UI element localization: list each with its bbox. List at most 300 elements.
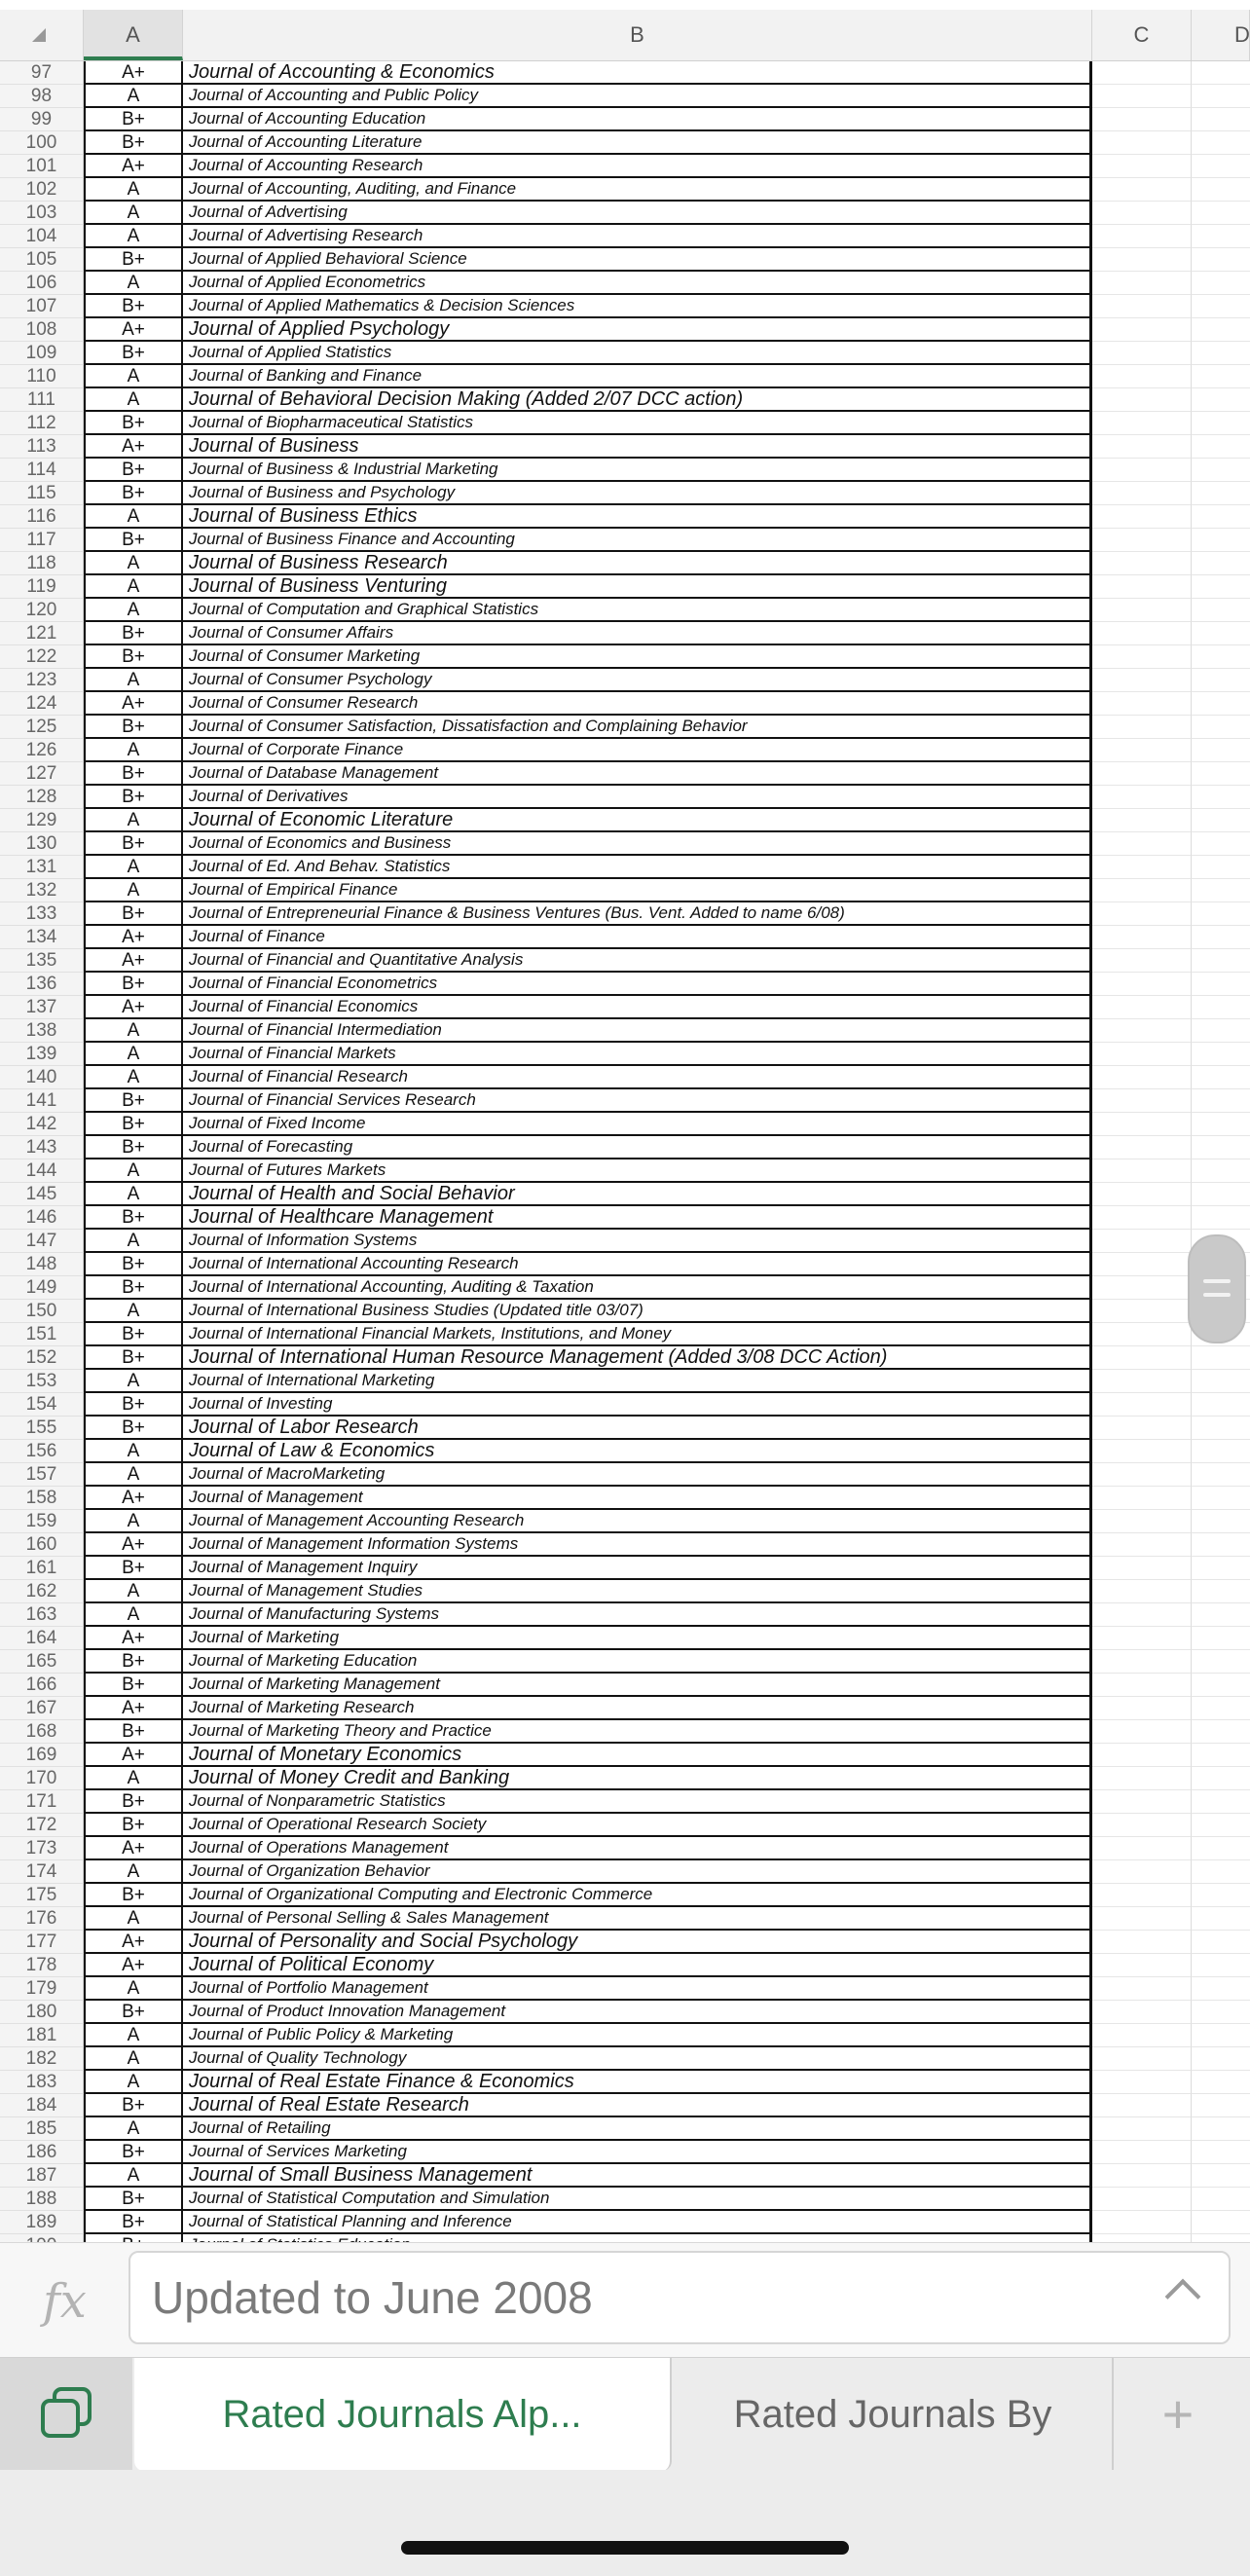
empty-cell-d[interactable] [1192, 248, 1250, 272]
row-number[interactable]: 111 [0, 388, 84, 412]
empty-cell-d[interactable] [1192, 552, 1250, 575]
journal-cell[interactable]: Journal of Advertising Research [183, 225, 1092, 248]
row-number[interactable]: 102 [0, 178, 84, 202]
row-number[interactable]: 106 [0, 272, 84, 295]
grade-cell[interactable]: B+ [84, 529, 183, 552]
row-number[interactable]: 117 [0, 529, 84, 552]
empty-cell-c[interactable] [1092, 365, 1192, 388]
row-number[interactable]: 159 [0, 1510, 84, 1533]
row-number[interactable]: 110 [0, 365, 84, 388]
empty-cell-d[interactable] [1192, 342, 1250, 365]
grade-cell[interactable]: B+ [84, 412, 183, 435]
row-number[interactable]: 140 [0, 1066, 84, 1089]
empty-cell-d[interactable] [1192, 2001, 1250, 2024]
grade-cell[interactable]: B+ [84, 1650, 183, 1674]
empty-cell-d[interactable] [1192, 2188, 1250, 2211]
empty-cell-c[interactable] [1092, 318, 1192, 342]
grade-cell[interactable]: A+ [84, 1744, 183, 1767]
empty-cell-c[interactable] [1092, 926, 1192, 949]
empty-cell-d[interactable] [1192, 1510, 1250, 1533]
empty-cell-c[interactable] [1092, 1977, 1192, 2001]
empty-cell-c[interactable] [1092, 388, 1192, 412]
grade-cell[interactable]: B+ [84, 1346, 183, 1370]
grade-cell[interactable]: A [84, 2117, 183, 2141]
empty-cell-d[interactable] [1192, 2117, 1250, 2141]
row-number[interactable]: 156 [0, 1440, 84, 1463]
journal-cell[interactable]: Journal of Portfolio Management [183, 1977, 1092, 2001]
empty-cell-d[interactable] [1192, 1206, 1250, 1230]
row-number[interactable]: 107 [0, 295, 84, 318]
grade-cell[interactable]: A+ [84, 949, 183, 973]
empty-cell-c[interactable] [1092, 505, 1192, 529]
empty-cell-d[interactable] [1192, 1720, 1250, 1744]
grade-cell[interactable]: A [84, 1907, 183, 1931]
journal-cell[interactable]: Journal of Entrepreneurial Finance & Business Ventures (Bus. Vent. Added to name 6/08) [183, 902, 1092, 926]
journal-cell[interactable]: Journal of Management Studies [183, 1580, 1092, 1603]
empty-cell-d[interactable] [1192, 2047, 1250, 2071]
row-number[interactable]: 97 [0, 61, 84, 85]
row-number[interactable]: 177 [0, 1931, 84, 1954]
journal-cell[interactable]: Journal of International Accounting Research [183, 1253, 1092, 1276]
empty-cell-c[interactable] [1092, 1113, 1192, 1136]
empty-cell-c[interactable] [1092, 1253, 1192, 1276]
empty-cell-d[interactable] [1192, 1674, 1250, 1697]
empty-cell-c[interactable] [1092, 1603, 1192, 1627]
journal-cell[interactable]: Journal of Consumer Satisfaction, Dissatisfaction and Complaining Behavior [183, 716, 1092, 739]
grade-cell[interactable]: A [84, 178, 183, 202]
journal-cell[interactable]: Journal of Money Credit and Banking [183, 1767, 1092, 1790]
journal-cell[interactable]: Journal of Marketing [183, 1627, 1092, 1650]
empty-cell-c[interactable] [1092, 575, 1192, 599]
empty-cell-c[interactable] [1092, 1580, 1192, 1603]
row-number[interactable]: 187 [0, 2164, 84, 2188]
empty-cell-c[interactable] [1092, 2024, 1192, 2047]
grade-cell[interactable]: A [84, 2071, 183, 2094]
empty-cell-d[interactable] [1192, 949, 1250, 973]
grade-cell[interactable]: A [84, 1066, 183, 1089]
sheets-overview-button[interactable] [0, 2358, 132, 2471]
row-number[interactable]: 165 [0, 1650, 84, 1674]
grade-cell[interactable]: B+ [84, 1276, 183, 1300]
row-number[interactable]: 166 [0, 1674, 84, 1697]
grade-cell[interactable]: A [84, 1300, 183, 1323]
grade-cell[interactable]: B+ [84, 973, 183, 996]
row-number[interactable]: 144 [0, 1159, 84, 1183]
grade-cell[interactable]: B+ [84, 342, 183, 365]
journal-cell[interactable]: Journal of Law & Economics [183, 1440, 1092, 1463]
journal-cell[interactable]: Journal of Financial Services Research [183, 1089, 1092, 1113]
empty-cell-d[interactable] [1192, 482, 1250, 505]
row-number[interactable]: 189 [0, 2211, 84, 2234]
journal-cell[interactable]: Journal of Applied Mathematics & Decision Sciences [183, 295, 1092, 318]
journal-cell[interactable]: Journal of Services Marketing [183, 2141, 1092, 2164]
journal-cell[interactable]: Journal of Forecasting [183, 1136, 1092, 1159]
journal-cell[interactable]: Journal of Business Ethics [183, 505, 1092, 529]
row-number[interactable]: 172 [0, 1814, 84, 1837]
empty-cell-c[interactable] [1092, 202, 1192, 225]
empty-cell-c[interactable] [1092, 529, 1192, 552]
journal-cell[interactable]: Journal of Operational Research Society [183, 1814, 1092, 1837]
empty-cell-d[interactable] [1192, 2071, 1250, 2094]
row-number[interactable]: 183 [0, 2071, 84, 2094]
row-number[interactable]: 100 [0, 131, 84, 155]
scroll-handle[interactable] [1188, 1234, 1246, 1343]
grade-cell[interactable]: A [84, 879, 183, 902]
empty-cell-d[interactable] [1192, 1837, 1250, 1860]
grade-cell[interactable]: A [84, 1860, 183, 1884]
column-header-a[interactable]: A [84, 10, 183, 60]
empty-cell-d[interactable] [1192, 155, 1250, 178]
empty-cell-c[interactable] [1092, 809, 1192, 832]
grade-cell[interactable]: B+ [84, 1790, 183, 1814]
row-number[interactable]: 174 [0, 1860, 84, 1884]
grade-cell[interactable]: B+ [84, 108, 183, 131]
empty-cell-c[interactable] [1092, 1931, 1192, 1954]
empty-cell-d[interactable] [1192, 1907, 1250, 1931]
journal-cell[interactable]: Journal of Personal Selling & Sales Management [183, 1907, 1092, 1931]
grade-cell[interactable]: A [84, 739, 183, 762]
row-number[interactable]: 128 [0, 786, 84, 809]
row-number[interactable]: 114 [0, 459, 84, 482]
row-number[interactable]: 121 [0, 622, 84, 645]
empty-cell-d[interactable] [1192, 412, 1250, 435]
row-number[interactable]: 158 [0, 1487, 84, 1510]
journal-cell[interactable]: Journal of Computation and Graphical Statistics [183, 599, 1092, 622]
journal-cell[interactable]: Journal of Monetary Economics [183, 1744, 1092, 1767]
row-number[interactable]: 116 [0, 505, 84, 529]
row-number[interactable]: 169 [0, 1744, 84, 1767]
empty-cell-d[interactable] [1192, 1814, 1250, 1837]
journal-cell[interactable]: Journal of Fixed Income [183, 1113, 1092, 1136]
empty-cell-d[interactable] [1192, 926, 1250, 949]
empty-cell-d[interactable] [1192, 1697, 1250, 1720]
row-number[interactable]: 185 [0, 2117, 84, 2141]
row-number[interactable]: 154 [0, 1393, 84, 1417]
empty-cell-d[interactable] [1192, 1136, 1250, 1159]
journal-cell[interactable]: Journal of Healthcare Management [183, 1206, 1092, 1230]
empty-cell-c[interactable] [1092, 459, 1192, 482]
row-number[interactable]: 112 [0, 412, 84, 435]
row-number[interactable]: 171 [0, 1790, 84, 1814]
empty-cell-c[interactable] [1092, 879, 1192, 902]
row-number[interactable]: 147 [0, 1230, 84, 1253]
journal-cell[interactable]: Journal of Personality and Social Psychology [183, 1931, 1092, 1954]
empty-cell-d[interactable] [1192, 1977, 1250, 2001]
empty-cell-c[interactable] [1092, 2211, 1192, 2234]
empty-cell-c[interactable] [1092, 1697, 1192, 1720]
row-number[interactable]: 149 [0, 1276, 84, 1300]
empty-cell-c[interactable] [1092, 1440, 1192, 1463]
empty-cell-c[interactable] [1092, 225, 1192, 248]
journal-cell[interactable]: Journal of Futures Markets [183, 1159, 1092, 1183]
empty-cell-d[interactable] [1192, 459, 1250, 482]
grade-cell[interactable]: A+ [84, 1697, 183, 1720]
grade-cell[interactable]: A+ [84, 1954, 183, 1977]
journal-cell[interactable]: Journal of Financial Economics [183, 996, 1092, 1019]
empty-cell-c[interactable] [1092, 1183, 1192, 1206]
empty-cell-c[interactable] [1092, 1346, 1192, 1370]
grade-cell[interactable]: A [84, 552, 183, 575]
empty-cell-d[interactable] [1192, 365, 1250, 388]
empty-cell-c[interactable] [1092, 295, 1192, 318]
empty-cell-c[interactable] [1092, 1650, 1192, 1674]
grade-cell[interactable]: A [84, 575, 183, 599]
journal-cell[interactable]: Journal of Consumer Affairs [183, 622, 1092, 645]
grade-cell[interactable]: A [84, 1183, 183, 1206]
journal-cell[interactable]: Journal of MacroMarketing [183, 1463, 1092, 1487]
journal-cell[interactable]: Journal of Statistical Planning and Inference [183, 2211, 1092, 2234]
empty-cell-c[interactable] [1092, 1907, 1192, 1931]
empty-cell-d[interactable] [1192, 1463, 1250, 1487]
journal-cell[interactable]: Journal of International Financial Markets, Institutions, and Money [183, 1323, 1092, 1346]
grade-cell[interactable]: B+ [84, 716, 183, 739]
empty-cell-c[interactable] [1092, 2164, 1192, 2188]
row-number[interactable]: 143 [0, 1136, 84, 1159]
row-number[interactable]: 138 [0, 1019, 84, 1043]
empty-cell-d[interactable] [1192, 295, 1250, 318]
empty-cell-c[interactable] [1092, 2001, 1192, 2024]
grade-cell[interactable]: A [84, 856, 183, 879]
row-number[interactable]: 108 [0, 318, 84, 342]
empty-cell-d[interactable] [1192, 2024, 1250, 2047]
grade-cell[interactable]: B+ [84, 645, 183, 669]
empty-cell-d[interactable] [1192, 1019, 1250, 1043]
empty-cell-c[interactable] [1092, 131, 1192, 155]
row-number[interactable]: 176 [0, 1907, 84, 1931]
empty-cell-c[interactable] [1092, 762, 1192, 786]
empty-cell-c[interactable] [1092, 669, 1192, 692]
journal-cell[interactable]: Journal of Business [183, 435, 1092, 459]
journal-cell[interactable]: Journal of Marketing Management [183, 1674, 1092, 1697]
row-number[interactable]: 99 [0, 108, 84, 131]
empty-cell-d[interactable] [1192, 435, 1250, 459]
empty-cell-c[interactable] [1092, 1557, 1192, 1580]
journal-cell[interactable]: Journal of Applied Behavioral Science [183, 248, 1092, 272]
journal-cell[interactable]: Journal of Information Systems [183, 1230, 1092, 1253]
empty-cell-d[interactable] [1192, 1790, 1250, 1814]
journal-cell[interactable]: Journal of Organization Behavior [183, 1860, 1092, 1884]
row-number[interactable]: 151 [0, 1323, 84, 1346]
empty-cell-d[interactable] [1192, 1089, 1250, 1113]
empty-cell-c[interactable] [1092, 178, 1192, 202]
grade-cell[interactable]: A [84, 202, 183, 225]
row-number[interactable]: 125 [0, 716, 84, 739]
grade-cell[interactable]: B+ [84, 1417, 183, 1440]
row-number[interactable]: 150 [0, 1300, 84, 1323]
journal-cell[interactable]: Journal of Behavioral Decision Making (Added 2/07 DCC action) [183, 388, 1092, 412]
row-number[interactable]: 152 [0, 1346, 84, 1370]
empty-cell-d[interactable] [1192, 879, 1250, 902]
empty-cell-c[interactable] [1092, 342, 1192, 365]
empty-cell-d[interactable] [1192, 1043, 1250, 1066]
empty-cell-c[interactable] [1092, 2071, 1192, 2094]
empty-cell-d[interactable] [1192, 1954, 1250, 1977]
row-number[interactable]: 173 [0, 1837, 84, 1860]
grade-cell[interactable]: A [84, 1767, 183, 1790]
empty-cell-c[interactable] [1092, 1393, 1192, 1417]
empty-cell-d[interactable] [1192, 1767, 1250, 1790]
grade-cell[interactable]: A [84, 85, 183, 108]
journal-cell[interactable]: Journal of International Human Resource Management (Added 3/08 DCC Action) [183, 1346, 1092, 1370]
row-number[interactable]: 134 [0, 926, 84, 949]
empty-cell-c[interactable] [1092, 85, 1192, 108]
empty-cell-d[interactable] [1192, 202, 1250, 225]
grade-cell[interactable]: B+ [84, 482, 183, 505]
journal-cell[interactable]: Journal of Accounting Research [183, 155, 1092, 178]
journal-cell[interactable]: Journal of Banking and Finance [183, 365, 1092, 388]
empty-cell-c[interactable] [1092, 1674, 1192, 1697]
row-number[interactable]: 161 [0, 1557, 84, 1580]
journal-cell[interactable]: Journal of Business Venturing [183, 575, 1092, 599]
row-number[interactable]: 127 [0, 762, 84, 786]
empty-cell-d[interactable] [1192, 2094, 1250, 2117]
grade-cell[interactable]: A [84, 1370, 183, 1393]
row-number[interactable]: 136 [0, 973, 84, 996]
empty-cell-d[interactable] [1192, 739, 1250, 762]
journal-cell[interactable]: Journal of Accounting, Auditing, and Finance [183, 178, 1092, 202]
empty-cell-c[interactable] [1092, 2141, 1192, 2164]
row-number[interactable]: 129 [0, 809, 84, 832]
journal-cell[interactable]: Journal of Business Research [183, 552, 1092, 575]
row-number[interactable]: 130 [0, 832, 84, 856]
empty-cell-c[interactable] [1092, 1884, 1192, 1907]
empty-cell-c[interactable] [1092, 1767, 1192, 1790]
grade-cell[interactable]: A [84, 669, 183, 692]
empty-cell-d[interactable] [1192, 1533, 1250, 1557]
row-number[interactable]: 186 [0, 2141, 84, 2164]
grade-cell[interactable]: A [84, 505, 183, 529]
grade-cell[interactable]: A [84, 2164, 183, 2188]
empty-cell-c[interactable] [1092, 1230, 1192, 1253]
row-number[interactable]: 131 [0, 856, 84, 879]
grade-cell[interactable]: A [84, 2047, 183, 2071]
empty-cell-c[interactable] [1092, 61, 1192, 85]
empty-cell-c[interactable] [1092, 1300, 1192, 1323]
journal-cell[interactable]: Journal of Management [183, 1487, 1092, 1510]
empty-cell-d[interactable] [1192, 645, 1250, 669]
empty-cell-d[interactable] [1192, 272, 1250, 295]
row-number[interactable]: 180 [0, 2001, 84, 2024]
empty-cell-d[interactable] [1192, 2164, 1250, 2188]
empty-cell-c[interactable] [1092, 1627, 1192, 1650]
journal-cell[interactable]: Journal of Business and Psychology [183, 482, 1092, 505]
empty-cell-d[interactable] [1192, 1370, 1250, 1393]
empty-cell-d[interactable] [1192, 178, 1250, 202]
empty-cell-d[interactable] [1192, 1627, 1250, 1650]
empty-cell-c[interactable] [1092, 2047, 1192, 2071]
row-number[interactable]: 132 [0, 879, 84, 902]
journal-cell[interactable]: Journal of International Marketing [183, 1370, 1092, 1393]
journal-cell[interactable]: Journal of Labor Research [183, 1417, 1092, 1440]
empty-cell-d[interactable] [1192, 1183, 1250, 1206]
empty-cell-c[interactable] [1092, 1487, 1192, 1510]
empty-cell-c[interactable] [1092, 786, 1192, 809]
empty-cell-d[interactable] [1192, 318, 1250, 342]
empty-cell-d[interactable] [1192, 1557, 1250, 1580]
journal-cell[interactable]: Journal of Accounting and Public Policy [183, 85, 1092, 108]
empty-cell-d[interactable] [1192, 1744, 1250, 1767]
empty-cell-d[interactable] [1192, 1417, 1250, 1440]
grade-cell[interactable]: B+ [84, 902, 183, 926]
empty-cell-c[interactable] [1092, 1043, 1192, 1066]
grade-cell[interactable]: B+ [84, 786, 183, 809]
journal-cell[interactable]: Journal of Biopharmaceutical Statistics [183, 412, 1092, 435]
empty-cell-d[interactable] [1192, 2141, 1250, 2164]
journal-cell[interactable]: Journal of Corporate Finance [183, 739, 1092, 762]
empty-cell-d[interactable] [1192, 529, 1250, 552]
row-number[interactable]: 123 [0, 669, 84, 692]
row-number[interactable]: 164 [0, 1627, 84, 1650]
column-header-b[interactable]: B [183, 10, 1092, 60]
grade-cell[interactable]: A+ [84, 1837, 183, 1860]
empty-cell-d[interactable] [1192, 1440, 1250, 1463]
row-number[interactable]: 163 [0, 1603, 84, 1627]
row-number[interactable]: 126 [0, 739, 84, 762]
empty-cell-d[interactable] [1192, 856, 1250, 879]
grade-cell[interactable]: A [84, 1440, 183, 1463]
empty-cell-d[interactable] [1192, 809, 1250, 832]
journal-cell[interactable]: Journal of Retailing [183, 2117, 1092, 2141]
grade-cell[interactable]: B+ [84, 2188, 183, 2211]
empty-cell-c[interactable] [1092, 1066, 1192, 1089]
empty-cell-d[interactable] [1192, 973, 1250, 996]
empty-cell-d[interactable] [1192, 505, 1250, 529]
empty-cell-c[interactable] [1092, 716, 1192, 739]
empty-cell-d[interactable] [1192, 1159, 1250, 1183]
empty-cell-c[interactable] [1092, 155, 1192, 178]
journal-cell[interactable]: Journal of Economic Literature [183, 809, 1092, 832]
row-number[interactable]: 101 [0, 155, 84, 178]
empty-cell-c[interactable] [1092, 2117, 1192, 2141]
journal-cell[interactable]: Journal of Nonparametric Statistics [183, 1790, 1092, 1814]
journal-cell[interactable]: Journal of Health and Social Behavior [183, 1183, 1092, 1206]
row-number[interactable]: 98 [0, 85, 84, 108]
empty-cell-c[interactable] [1092, 552, 1192, 575]
empty-cell-c[interactable] [1092, 1089, 1192, 1113]
grade-cell[interactable]: A [84, 225, 183, 248]
row-number[interactable]: 148 [0, 1253, 84, 1276]
empty-cell-c[interactable] [1092, 1019, 1192, 1043]
row-number[interactable]: 157 [0, 1463, 84, 1487]
grade-cell[interactable]: A [84, 2024, 183, 2047]
journal-cell[interactable]: Journal of Business & Industrial Marketing [183, 459, 1092, 482]
grade-cell[interactable]: B+ [84, 1089, 183, 1113]
row-number[interactable]: 184 [0, 2094, 84, 2117]
journal-cell[interactable]: Journal of Applied Econometrics [183, 272, 1092, 295]
tab-rated-journals-by[interactable]: Rated Journals By [674, 2358, 1114, 2471]
grade-cell[interactable]: B+ [84, 2141, 183, 2164]
grade-cell[interactable]: B+ [84, 1393, 183, 1417]
column-header-d[interactable]: D [1192, 10, 1250, 60]
row-number[interactable]: 153 [0, 1370, 84, 1393]
empty-cell-d[interactable] [1192, 762, 1250, 786]
empty-cell-d[interactable] [1192, 388, 1250, 412]
empty-cell-c[interactable] [1092, 832, 1192, 856]
empty-cell-d[interactable] [1192, 599, 1250, 622]
empty-cell-d[interactable] [1192, 1860, 1250, 1884]
empty-cell-d[interactable] [1192, 996, 1250, 1019]
journal-cell[interactable]: Journal of Investing [183, 1393, 1092, 1417]
journal-cell[interactable]: Journal of Accounting Literature [183, 131, 1092, 155]
journal-cell[interactable]: Journal of Statistical Computation and Simulation [183, 2188, 1092, 2211]
journal-cell[interactable]: Journal of Applied Psychology [183, 318, 1092, 342]
grade-cell[interactable]: B+ [84, 459, 183, 482]
empty-cell-d[interactable] [1192, 575, 1250, 599]
journal-cell[interactable]: Journal of Applied Statistics [183, 342, 1092, 365]
journal-cell[interactable]: Journal of Consumer Research [183, 692, 1092, 716]
grade-cell[interactable]: A+ [84, 155, 183, 178]
empty-cell-c[interactable] [1092, 1417, 1192, 1440]
